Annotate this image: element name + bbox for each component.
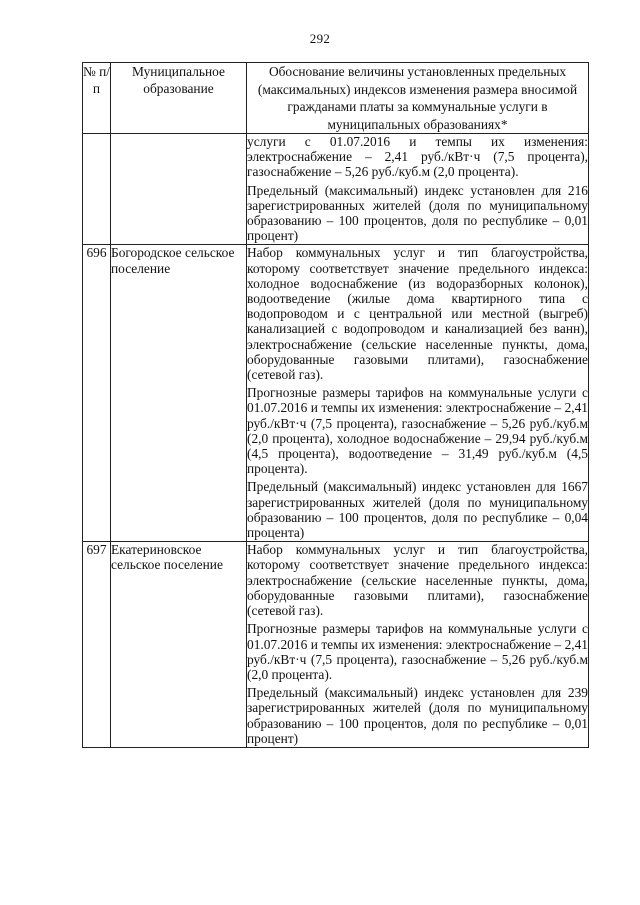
row-municipality: Богородское сельское поселение	[111, 245, 247, 542]
row-municipality	[111, 134, 247, 245]
header-justification: Обоснование величины установленных предельных (максимальных) индексов изменения размера вносимой гражданами платы за коммунальные услуги в муниципальных образованиях*	[247, 63, 589, 134]
row-justification	[247, 134, 589, 245]
row-num: 696	[83, 245, 111, 542]
justification-paragraph: Предельный (максимальный) индекс установлен для 239 зарегистрированных жителей (доля по муниципальному образованию – 100 процентов, доля по республике – 0,01 процент)	[247, 685, 588, 746]
header-num: № п/п	[83, 63, 111, 134]
row-num: 697	[83, 542, 111, 748]
justification-paragraph: Предельный (максимальный) индекс установлен для 1667 зарегистрированных жителей (доля по муниципальному образованию – 100 процентов, доля по республике – 0,04 процента)	[247, 479, 588, 541]
justification-paragraph: Предельный (максимальный) индекс установлен для 216 зарегистрированных жителей (доля по муниципальному образованию – 100 процентов, доля по республике – 0,01 процент)	[247, 182, 588, 244]
justification-paragraph: Прогнозные размеры тарифов на коммунальные услуги с 01.07.2016 и темпы их изменения: электроснабжение – 2,41 руб./кВт·ч (7,5 процента), газоснабжение – 5,26 руб./куб.м (2,0 процента).	[247, 621, 588, 682]
justification-paragraph: услуги с 01.07.2016 и темпы их изменения: электроснабжение – 2,41 руб./кВт·ч (7,5 процента), газоснабжение – 5,26 руб./куб.м (2,0 процента).	[247, 134, 588, 180]
table-row	[83, 245, 589, 542]
row-num	[83, 134, 111, 245]
row-justification	[247, 245, 589, 542]
tariff-index-table	[82, 62, 589, 748]
row-municipality: Екатериновское сельское поселение	[111, 542, 247, 748]
table-header-row	[83, 63, 589, 134]
table-row	[83, 542, 589, 748]
justification-paragraph: Набор коммунальных услуг и тип благоустройства, которому соответствует значение предельного индекса: электроснабжение (сельские населенные пункты, дома, оборудованные газовыми плитами), газоснабжение (сетевой газ).	[247, 542, 588, 619]
justification-paragraph: Прогнозные размеры тарифов на коммунальные услуги с 01.07.2016 и темпы их изменения: электроснабжение – 2,41 руб./кВт·ч (7,5 процента), газоснабжение – 5,26 руб./куб.м (2,0 процента), холодное водоснабжение – 29,94 руб./куб.м (4,5 процента), водоотведение – 31,49 руб./куб.м (4,5 процента).	[247, 385, 588, 477]
header-municipality: Муниципальное образование	[111, 63, 247, 134]
row-justification	[247, 542, 589, 748]
table-row	[83, 134, 589, 245]
justification-paragraph: Набор коммунальных услуг и тип благоустройства, которому соответствует значение предельного индекса: холодное водоснабжение (из водоразборных колонок), водоотведение (жилые дома квартирного типа с водопроводом и с центральной или местной (выгреб) канализацией с водопроводом и канализацией без ванн), электроснабжение (сельские населенные пункты, дома, оборудованные газовыми плитами), газоснабжение (сетевой газ).	[247, 245, 588, 383]
page-number: 292	[309, 31, 331, 46]
